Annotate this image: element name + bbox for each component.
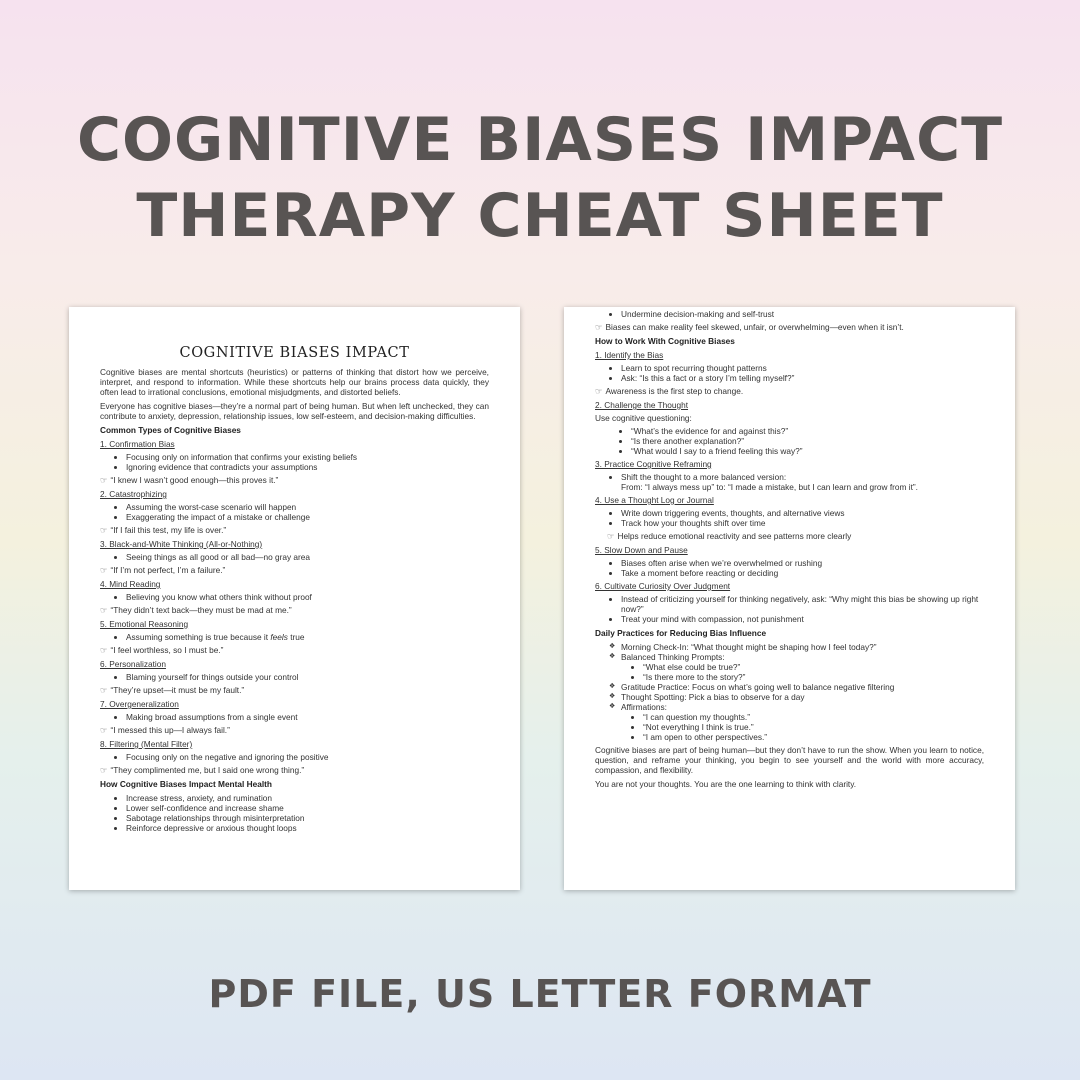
- list-item: ❖ Gratitude Practice: Focus on what’s going well to balance negative filtering: [609, 682, 984, 692]
- impact-heading: How Cognitive Biases Impact Mental Health: [100, 779, 272, 789]
- list-item: ❖ Balanced Thinking Prompts: • “What else could be true?” • “Is there more to the story?”: [609, 652, 984, 682]
- bias-label: 8. Filtering (Mental Filter): [100, 739, 193, 749]
- list-item: • Take a moment before reacting or deciding: [621, 568, 984, 578]
- list-item: • “Is there more to the story?”: [643, 672, 984, 682]
- bias-label: 7. Overgeneralization: [100, 699, 179, 709]
- list-item: • “I can question my thoughts.”: [643, 712, 984, 722]
- main-title-line-1: COGNITIVE BIASES IMPACT: [76, 105, 1004, 175]
- intro-paragraph-2: Everyone has cognitive biases—they’re a normal part of being human. But when left unchecked, they can contribute to anxiety, depression, relationship issues, low self-esteem, and decision-making difficulties.: [100, 401, 489, 421]
- list-item: • Sabotage relationships through misinterpretation: [126, 813, 489, 823]
- list-item: • “I am open to other perspectives.”: [643, 732, 984, 742]
- document-page-right: [564, 307, 1015, 890]
- intro-paragraph-1: Cognitive biases are mental shortcuts (heuristics) or patterns of thinking that distort how we perceive, interpret, and respond to information. While these shortcuts help our brains process data quickly, they often lead to irrational conclusions, emotional misjudgments, and distorted beliefs.: [100, 367, 489, 397]
- pointing-hand-icon: ☞: [100, 565, 108, 575]
- example-note: ☞ “They complimented me, but I said one wrong thing.”: [100, 765, 305, 775]
- list-item: • Learn to spot recurring thought patterns: [621, 363, 984, 373]
- pointing-hand-icon: ☞: [100, 765, 108, 775]
- work-heading: How to Work With Cognitive Biases: [595, 336, 735, 346]
- bias-label: 1. Confirmation Bias: [100, 439, 175, 449]
- pointing-hand-icon: ☞: [607, 531, 615, 541]
- list-item: ❖ Morning Check-In: “What thought might be shaping how I feel today?”: [609, 642, 984, 652]
- list-item: • Exaggerating the impact of a mistake or challenge: [126, 512, 489, 522]
- step-label: 5. Slow Down and Pause: [595, 545, 688, 555]
- example-note: ☞ “I feel worthless, so I must be.”: [100, 645, 224, 655]
- example-note: ☞ “They’re upset—it must be my fault.”: [100, 685, 245, 695]
- example-note: ☞ “If I fail this test, my life is over.”: [100, 525, 227, 535]
- list-item: • “Not everything I think is true.”: [643, 722, 984, 732]
- list-item: • Write down triggering events, thoughts, and alternative views: [621, 508, 984, 518]
- step-label: 6. Cultivate Curiosity Over Judgment: [595, 581, 731, 591]
- main-title: [0, 102, 1080, 254]
- info-note: ☞ Awareness is the first step to change.: [595, 386, 744, 396]
- document-title: COGNITIVE BIASES IMPACT: [179, 345, 410, 361]
- pointing-hand-icon: ☞: [100, 645, 108, 655]
- list-item: • Focusing only on the negative and ignoring the positive: [126, 752, 489, 762]
- list-item: • Seeing things as all good or all bad—no gray area: [126, 552, 489, 562]
- pointing-hand-icon: ☞: [595, 386, 603, 396]
- step-label: 1. Identify the Bias: [595, 350, 664, 360]
- main-title-line-2: THERAPY CHEAT SHEET: [136, 181, 944, 251]
- info-note: ☞ Helps reduce emotional reactivity and see patterns more clearly: [607, 531, 852, 541]
- bias-label: 3. Black-and-White Thinking (All-or-Nothing): [100, 539, 263, 549]
- list-item: ❖ Thought Spotting: Pick a bias to observe for a day: [609, 692, 984, 702]
- list-item: • “What else could be true?”: [643, 662, 984, 672]
- list-item: • Shift the thought to a more balanced version: From: “I always mess up” to: “I made a mistake, but I can learn and grow from it”.: [621, 472, 984, 492]
- list-item: • Lower self-confidence and increase shame: [126, 803, 489, 813]
- closing-paragraph: Cognitive biases are part of being human—but they don’t have to run the show. When you learn to notice, question, and reframe your thinking, you begin to see yourself and the world with more accuracy, compassion, and flexibility.: [595, 745, 984, 775]
- list-item: • “What’s the evidence for and against this?”: [631, 426, 984, 436]
- list-item: • Undermine decision-making and self-trust: [621, 309, 984, 319]
- list-item: • Assuming something is true because it feels true: [126, 632, 489, 642]
- pointing-hand-icon: ☞: [100, 475, 108, 485]
- bias-label: 2. Catastrophizing: [100, 489, 167, 499]
- step-intro: Use cognitive questioning:: [595, 413, 692, 423]
- bias-label: 4. Mind Reading: [100, 579, 161, 589]
- pointing-hand-icon: ☞: [595, 322, 603, 332]
- list-item: • Treat your mind with compassion, not punishment: [621, 614, 984, 624]
- list-item: • Assuming the worst-case scenario will happen: [126, 502, 489, 512]
- list-item: • Reinforce depressive or anxious thought loops: [126, 823, 489, 833]
- example-note: ☞ “They didn’t text back—they must be mad at me.”: [100, 605, 292, 615]
- pointing-hand-icon: ☞: [100, 685, 108, 695]
- list-item: • Making broad assumptions from a single event: [126, 712, 489, 722]
- list-item: • “Is there another explanation?”: [631, 436, 984, 446]
- step-label: 3. Practice Cognitive Reframing: [595, 459, 712, 469]
- list-item: • Blaming yourself for things outside your control: [126, 672, 489, 682]
- bias-label: 5. Emotional Reasoning: [100, 619, 189, 629]
- step-label: 2. Challenge the Thought: [595, 400, 689, 410]
- list-item: • Instead of criticizing yourself for thinking negatively, ask: “Why might this bias be showing up right now?”: [621, 594, 984, 614]
- pointing-hand-icon: ☞: [100, 605, 108, 615]
- pointing-hand-icon: ☞: [100, 525, 108, 535]
- list-item: • Believing you know what others think without proof: [126, 592, 489, 602]
- example-note: ☞ “If I’m not perfect, I’m a failure.”: [100, 565, 226, 575]
- info-note: ☞ Biases can make reality feel skewed, unfair, or overwhelming—even when it isn’t.: [595, 322, 904, 332]
- list-item: ❖ Affirmations: • “I can question my thoughts.” • “Not everything I think is true.” • “I am open to other perspectives.”: [609, 702, 984, 742]
- example-note: ☞ “I messed this up—I always fail.”: [100, 725, 230, 735]
- list-item: • Ask: “Is this a fact or a story I’m telling myself?”: [621, 373, 984, 383]
- list-item: • Biases often arise when we’re overwhelmed or rushing: [621, 558, 984, 568]
- list-item: • Track how your thoughts shift over time: [621, 518, 984, 528]
- step-label: 4. Use a Thought Log or Journal: [595, 495, 714, 505]
- list-item: • “What would I say to a friend feeling this way?”: [631, 446, 984, 456]
- closing-line: You are not your thoughts. You are the one learning to think with clarity.: [595, 779, 857, 789]
- format-caption: PDF FILE, US LETTER FORMAT: [208, 972, 872, 1016]
- types-heading: Common Types of Cognitive Biases: [100, 425, 241, 435]
- list-item: • Ignoring evidence that contradicts your assumptions: [126, 462, 489, 472]
- bias-label: 6. Personalization: [100, 659, 166, 669]
- pointing-hand-icon: ☞: [100, 725, 108, 735]
- example-note: ☞ “I knew I wasn’t good enough—this proves it.”: [100, 475, 279, 485]
- daily-heading: Daily Practices for Reducing Bias Influence: [595, 628, 767, 638]
- document-page-left: [69, 307, 520, 890]
- list-item: • Focusing only on information that confirms your existing beliefs: [126, 452, 489, 462]
- list-item: • Increase stress, anxiety, and rumination: [126, 793, 489, 803]
